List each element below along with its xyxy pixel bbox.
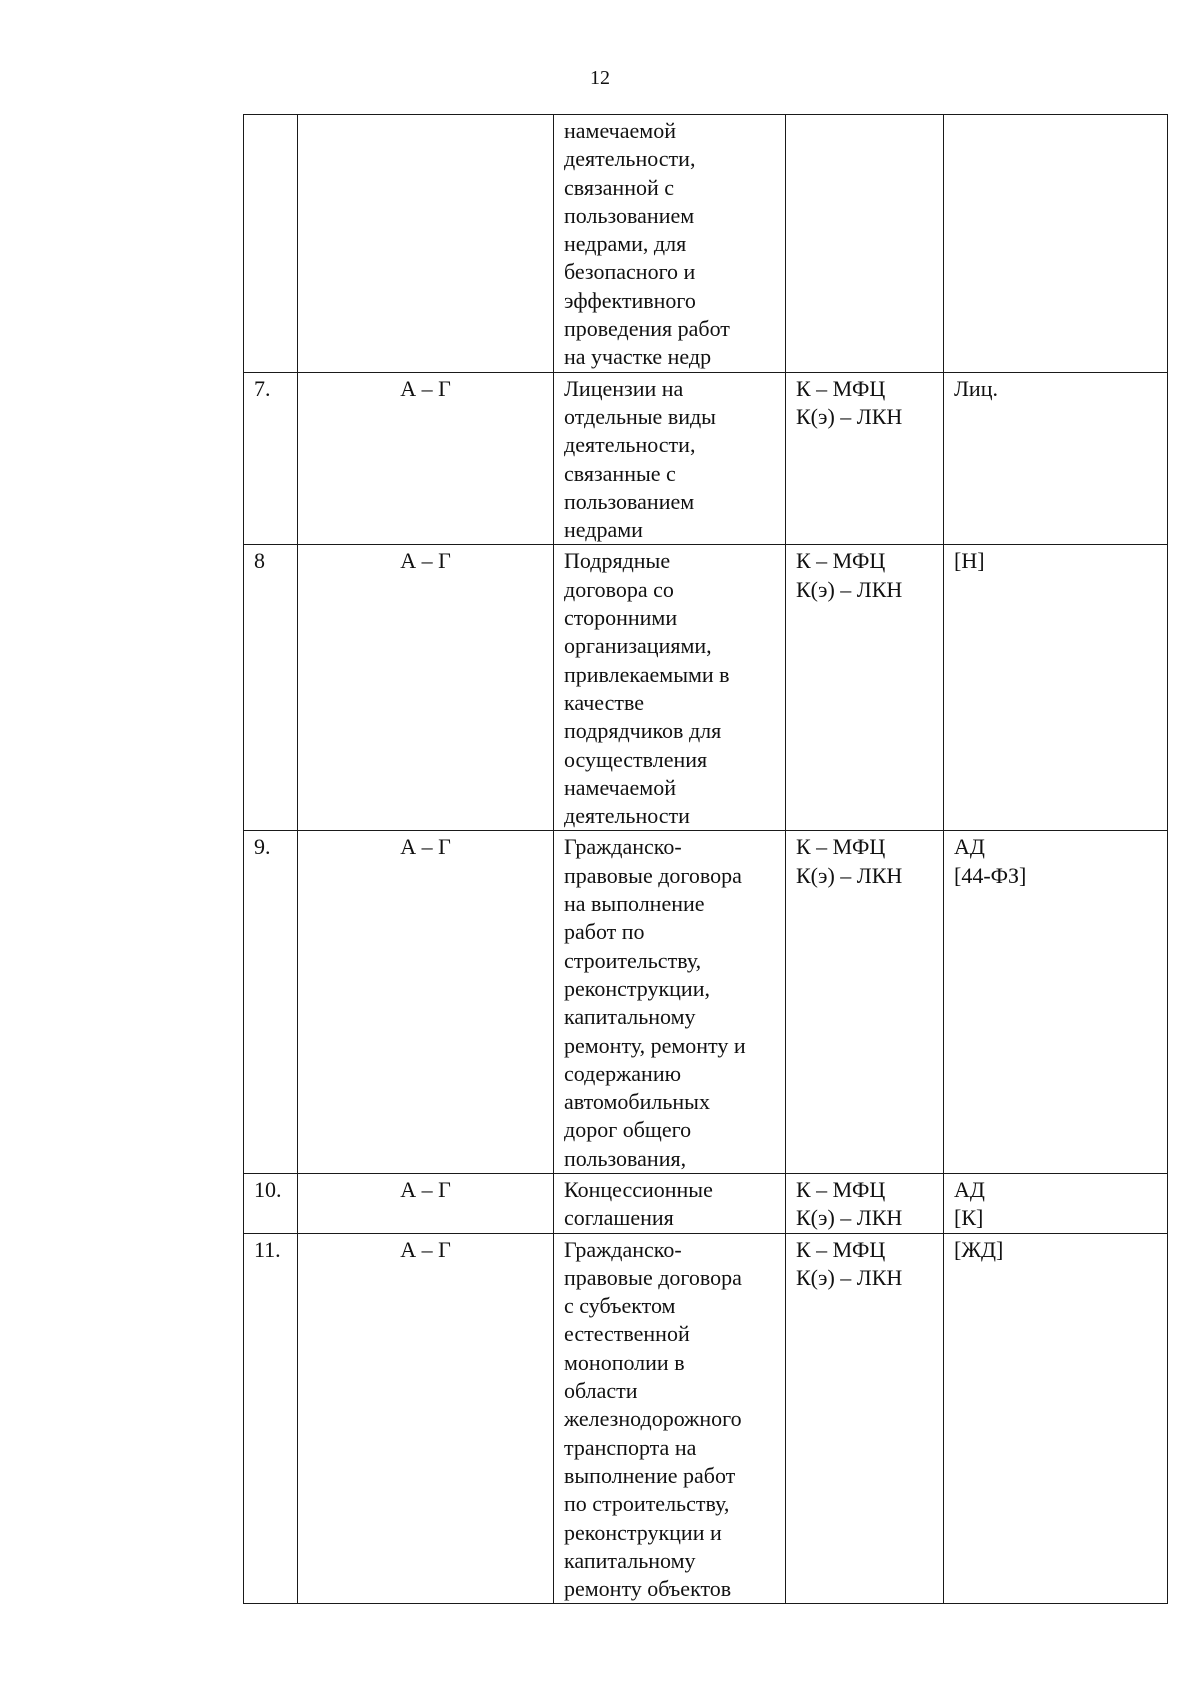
cell-text-line: содержанию [564,1060,682,1086]
note-cell [944,115,1168,373]
cell-text-line: строительству, [564,947,702,973]
cell-text-line: связанной с [564,174,675,200]
cell-text-line: К(э) – ЛКН [796,576,903,602]
note-cell [944,1173,1168,1233]
cell-text: 8 [254,548,265,574]
cell-text-line: намечаемой [564,118,676,143]
cell-text-line: привлекаемыми в [564,661,730,687]
note-cell [944,1233,1168,1604]
storage-period-cell [786,831,944,1174]
note-cell [944,831,1168,1174]
storage-period-cell [786,1173,944,1233]
cell-text-line: пользования, [564,1145,687,1171]
cell-text-line: капитальному [564,1004,696,1030]
cell-text-line: ремонту, ремонту и [564,1032,746,1058]
cell-text: 7. [254,375,271,401]
table-row [244,372,1168,545]
cell-text-line: [44-ФЗ] [954,862,1027,888]
cell-text: А – Г [400,1236,451,1262]
cell-text-line: эффективного [564,287,696,313]
document-type-cell [554,545,786,831]
storage-period-cell [786,1233,944,1604]
storage-period-cell [786,545,944,831]
records-table [243,114,1168,1604]
cell-text-line: на выполнение [564,891,705,917]
cell-text-line: дорог общего [564,1117,692,1143]
cell-text-line: безопасного и [564,259,696,285]
cell-text-line: по строительству, [564,1491,730,1517]
cell-text-line: К – МФЦ [796,375,886,401]
cell-text-line: К(э) – ЛКН [796,862,903,888]
cell-text: А – Г [400,375,451,401]
cell-text-line: естественной [564,1321,690,1347]
cell-text-line: пользованием [564,202,695,228]
cell-text-line: области [564,1378,638,1404]
index-range-cell [298,1233,554,1604]
cell-text: А – Г [400,548,451,574]
document-type-cell [554,831,786,1174]
cell-text-line: реконструкции, [564,975,710,1001]
cell-text-line: АД [954,834,985,860]
cell-text-line: ремонту объектов [564,1576,732,1602]
cell-text-line: К – МФЦ [796,1176,886,1202]
document-type-cell [554,1173,786,1233]
cell-text-line: Гражданско- [564,1236,682,1262]
row-number-cell [244,1233,298,1604]
cell-text-line: Гражданско- [564,834,682,860]
table-row [244,831,1168,1174]
cell-text-line: АД [954,1176,985,1202]
storage-period-cell [786,115,944,373]
cell-text-line: Концессионные [564,1176,713,1202]
document-type-cell [554,115,786,373]
cell-text-line: отдельные виды [564,403,716,429]
cell-text-line: деятельности, [564,146,696,172]
row-number-cell [244,115,298,373]
cell-text-line: капитальному [564,1547,696,1573]
row-number-cell [244,1173,298,1233]
cell-text-line: монополии в [564,1349,685,1375]
cell-text-line: недрами, для [564,231,687,257]
cell-text: А – Г [400,1176,451,1202]
cell-text-line: на участке недр [564,344,712,370]
cell-text-line: правовые договора [564,862,742,888]
cell-text-line: Лицензии на [564,375,684,401]
table-row [244,1233,1168,1604]
row-number-cell [244,545,298,831]
cell-text-line: реконструкции и [564,1519,722,1545]
cell-text: 11. [254,1236,281,1262]
index-range-cell [298,831,554,1174]
storage-period-cell [786,372,944,545]
cell-text-line: пользованием [564,488,695,514]
document-type-cell [554,1233,786,1604]
cell-text-line: деятельности, [564,432,696,458]
cell-text-line: работ по [564,919,645,945]
cell-text-line: [Н] [954,548,985,574]
cell-text-line: железнодорожного [564,1406,742,1432]
cell-text-line: соглашения [564,1205,674,1231]
cell-text-line: К(э) – ЛКН [796,1264,903,1290]
cell-text-line: сторонними [564,605,678,631]
row-number-cell [244,372,298,545]
cell-text-line: деятельности [564,803,690,829]
table-body [244,115,1168,1604]
index-range-cell [298,115,554,373]
cell-text-line: намечаемой [564,774,676,800]
cell-text-line: [К] [954,1205,984,1231]
table-row [244,115,1168,373]
cell-text-line: К – МФЦ [796,1236,886,1262]
note-cell [944,372,1168,545]
cell-text: 10. [254,1176,282,1202]
cell-text-line: недрами [564,517,643,543]
cell-text-line: К(э) – ЛКН [796,403,903,429]
cell-text-line: договора со [564,576,674,602]
cell-text-line: Лиц. [954,375,998,401]
cell-text-line: транспорта на [564,1434,697,1460]
cell-text-line: К – МФЦ [796,834,886,860]
page-number: 12 [590,67,610,89]
document-type-cell [554,372,786,545]
table-row [244,545,1168,831]
cell-text-line: К(э) – ЛКН [796,1205,903,1231]
cell-text-line: выполнение работ [564,1462,736,1488]
cell-text-line: связанные с [564,460,676,486]
cell-text-line: Подрядные [564,548,671,574]
cell-text: 9. [254,834,271,860]
row-number-cell [244,831,298,1174]
cell-text-line: К – МФЦ [796,548,886,574]
cell-text-line: с субъектом [564,1293,676,1319]
cell-text-line: осуществления [564,746,708,772]
index-range-cell [298,372,554,545]
cell-text-line: проведения работ [564,316,730,342]
index-range-cell [298,1173,554,1233]
cell-text-line: [ЖД] [954,1236,1004,1262]
cell-text-line: подрядчиков для [564,718,722,744]
table-row [244,1173,1168,1233]
index-range-cell [298,545,554,831]
cell-text-line: организациями, [564,633,712,659]
note-cell [944,545,1168,831]
cell-text-line: качестве [564,689,645,715]
cell-text-line: автомобильных [564,1089,710,1115]
cell-text: А – Г [400,834,451,860]
cell-text-line: правовые договора [564,1264,742,1290]
